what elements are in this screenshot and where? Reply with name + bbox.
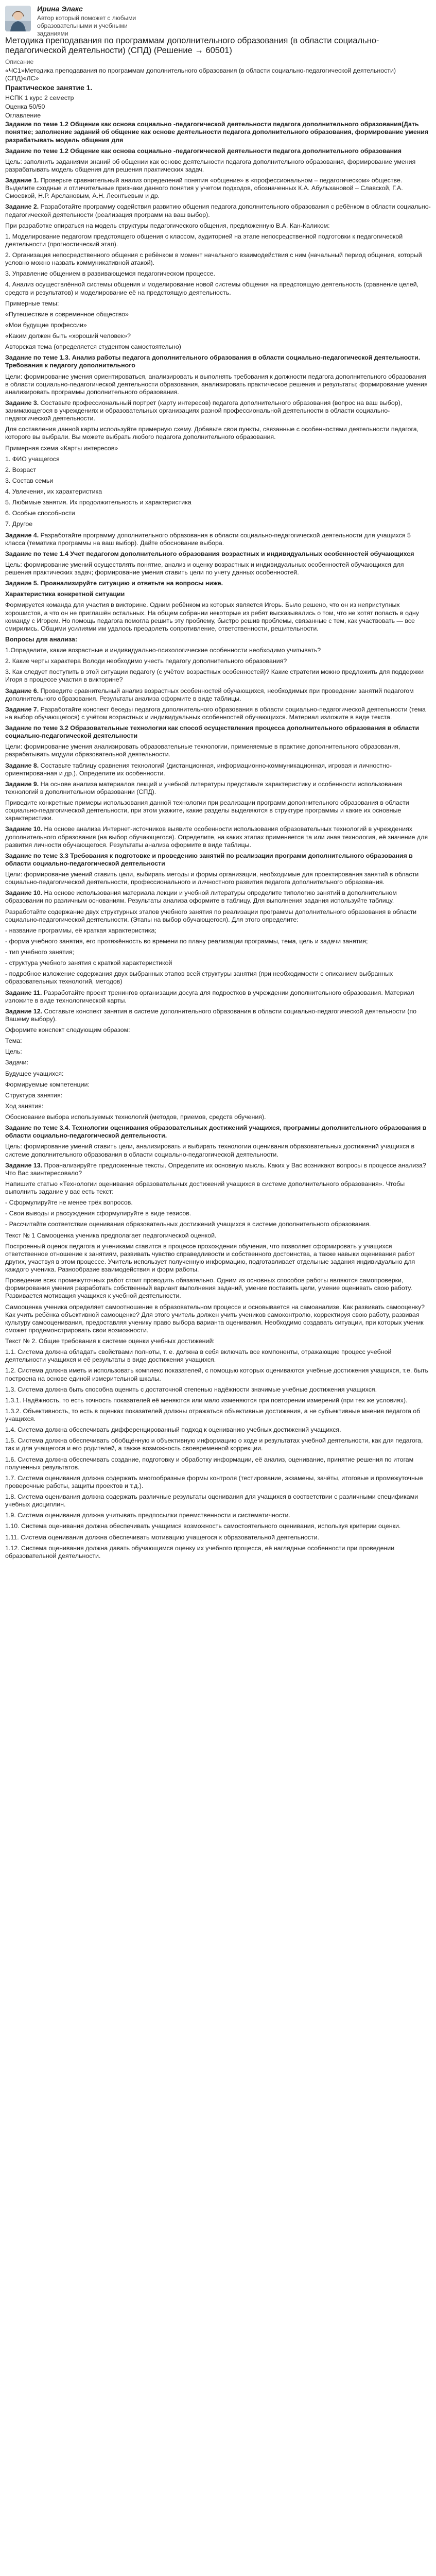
- body-paragraph: 1.3.2. Объективность, то есть в оценках показателей должны отражаться объективные достижения, а не субъективные мнения педагога об учащихся.: [5, 1407, 421, 1423]
- body-paragraph: «Каким должен быть «хороший человек»?: [5, 332, 131, 340]
- body-paragraph: - тип учебного занятия;: [5, 948, 75, 956]
- body-paragraph: Задание 6. Проведите сравнительный анализ возрастных особенностей обучающихся, необходимых при проведении занятий педагогом дополнительного образования. Результаты анализа оформите в виде таблицы.: [5, 687, 414, 702]
- body-paragraph: Задание 9. На основе анализа материалов лекций и учебной литературы представьте характеристику и особенности использования технологий в дополнительном образовании (СПД).: [5, 780, 402, 795]
- body-paragraph: 7. Другое: [5, 520, 33, 528]
- author-avatar[interactable]: [5, 6, 31, 31]
- body-paragraph: Текст № 1 Самооценка ученика предполагает педагогической оценкой.: [5, 1231, 217, 1239]
- task-label: Задание 4.: [5, 531, 39, 539]
- subject-heading: Практическое занятие 1.: [5, 83, 93, 92]
- body-paragraph: 1.10. Система оценивания должна обеспечивать учащимся возможность самостоятельного оценивания, используя критерии оценки.: [5, 1522, 401, 1530]
- body-paragraph: 1.8. Система оценивания должна содержать различные результаты оценивания для учащихся в соответствии с различными спецификами учебных дисциплин.: [5, 1493, 418, 1509]
- task-label: Задание 7.: [5, 705, 39, 713]
- body-paragraph: 6. Особые способности: [5, 510, 75, 517]
- body-paragraph: 1.7. Система оценивания должна содержать многообразные формы контроля (тестирование, экзамены, зачёты, итоговые и промежуточные проверочные работы, защиты проектов и т.д.).: [5, 1474, 423, 1489]
- body-paragraph: 4. Увлечения, их характеристика: [5, 488, 102, 496]
- body-paragraph: Напишите статью «Технологии оценивания образовательных достижений учащихся в системе дополнительного образования». Чтобы выполнить задание у вас есть текст:: [5, 1180, 405, 1196]
- body-paragraph: - структура учебного занятия с краткой характеристикой: [5, 959, 172, 967]
- document-title: Методика преподавания по программам дополнительного образования (в области социально-педагогической деятельности) (СПД) (Решение → 60501): [5, 36, 379, 56]
- section-heading: Задание по теме 1.2 Общение как основа социально -педагогической деятельности педагога дополнительного образования: [5, 147, 402, 155]
- body-paragraph: Задание 1. Проверьте сравнительный анализ определений понятия «общение» в «профессиональном – педагогическом» обществе. Выделите сходные и отличительные признаки данного понятия у учетом подходов, обозначенных К.А. Абульхановой – Славской, Г.А. Смоевкой, Н.Р. Арслановым, А.Н. Леонтьевым и др.: [5, 177, 403, 200]
- task-label: Задание 1.: [5, 177, 39, 184]
- task-label: Задание 12.: [5, 1007, 43, 1015]
- body-paragraph: «Путешествие в современное общество»: [5, 310, 129, 318]
- body-paragraph: Проведение всех промежуточных работ стоит проводить обязательно. Одним из основных способов работы являются самопроверки, формирования умения разработать собственный вариант выполнения заданий, умение поставить цели, умение оценивать свою работу. Развивается мотивация учащихся к учебной деятельности.: [5, 1277, 412, 1300]
- body-paragraph: Цели: формирование умений ставить цели, выбирать методы и формы организации, необходимые для проектирования занятий в области социально-педагогической деятельности, профессионального и личностного развития педагога дополнительного образования.: [5, 871, 419, 886]
- body-paragraph: Ход занятия:: [5, 1102, 44, 1110]
- body-paragraph: 1.6. Система должна обеспечивать создание, подготовку и обработку информации, её анализ, оценивание, принятие решения по итогам полученных результатов.: [5, 1455, 414, 1471]
- document-body: [5, 121, 431, 1560]
- author-name[interactable]: Ирина Элакс: [37, 5, 83, 13]
- body-paragraph: Примерная схема «Карты интересов»: [5, 444, 118, 452]
- body-paragraph: - Сформулируйте не менее трёх вопросов.: [5, 1199, 133, 1207]
- body-paragraph: Текст № 2. Общие требования к системе оценки учебных достижений:: [5, 1337, 215, 1345]
- description-text: «ЧС1»Методика преподавания по программам дополнительного образования (в области социально-педагогической деятельности) (СПД)«ЛС»: [5, 66, 396, 82]
- body-paragraph: 1.2. Система должна иметь и использовать комплекс показателей, с помощью которых оцениваются учебные достижения учащихся, т.е. быть построена на основе единой измерительной шкалы.: [5, 1367, 428, 1382]
- toc-label[interactable]: Оглавление: [5, 112, 41, 120]
- body-paragraph: 1.5. Система должна обеспечивать обобщённую и объективную информацию о ходе и результатах учебной деятельности, как для педагога, так и для учащегося и его родителей, а также возможность своевременной коррекции.: [5, 1437, 423, 1452]
- body-paragraph: Задание 4. Разработайте программу дополнительного образования в области социально-педагогической деятельности для учащихся 5 класса (тематика программы на ваш выбор). Дайте обоснование выбора.: [5, 531, 411, 547]
- task-label: Задание 13.: [5, 1161, 43, 1169]
- body-paragraph: Задание 10. На основе анализа Интернет-источников выявите особенности использования образовательных технологий в учреждениях дополнительного образования (на выбор обучающегося). Определите, на каких этапах применяется та или иная технология, её значение для развития личности обучающегося. Результаты анализа оформите в виде таблицы.: [5, 825, 428, 849]
- body-paragraph: Структура занятия:: [5, 1091, 63, 1099]
- body-paragraph: 3. Состав семьи: [5, 477, 54, 484]
- task-label: Задание 11.: [5, 989, 42, 996]
- section-heading: Вопросы для анализа:: [5, 635, 78, 643]
- body-paragraph: Цели: формирование умения ориентироваться, анализировать и выполнять требования к должности педагога дополнительного образования в области социально-педагогической деятельности образования, анализировать практическое решения и результаты; формирование умения анализировать программы дополнительного образования.: [5, 372, 428, 396]
- body-paragraph: 1.12. Система оценивания должна давать обучающимся оценку их учебного процесса, её наглядные особенности при проведении образовательной деятельности.: [5, 1544, 395, 1560]
- body-paragraph: Авторская тема (определяется студентом самостоятельно): [5, 343, 181, 351]
- task-label: Задание 9.: [5, 780, 39, 788]
- author-block: [5, 4, 431, 38]
- section-heading: Задание по теме 3.4. Технологии оценивания образовательных достижений учащихся, программы дополнительного образования в области социально-педагогической деятельности.: [5, 1124, 427, 1140]
- body-paragraph: 1. ФИО учащегося: [5, 455, 60, 463]
- body-paragraph: - подробное изложение содержания двух выбранных этапов всей структуры занятия (при необходимости с описанием выбранных образовательных технологий, методов): [5, 970, 393, 986]
- body-paragraph: 1.9. Система оценивания должна учитывать предпосылки преемственности и систематичности.: [5, 1512, 290, 1519]
- body-paragraph: 5. Любимые занятия. Их продолжительность и характеристика: [5, 499, 191, 506]
- body-paragraph: Задание 11. Разработайте проект тренингов организации досуга для подростков в учреждении дополнительного образования. Материал изложите в виде технологической карты.: [5, 989, 414, 1004]
- body-paragraph: Задание 10. На основе использования материала лекции и учебной литературы определите типологию занятий в дополнительном образовании по различным основаниям. Результаты анализа оформите в таблицу. Для выполнения задания используйте таблицу.: [5, 889, 397, 905]
- body-paragraph: Построенный оценок педагога и учениками ставится в процессе прохождения обучения, что позволяет сформировать у учащихся ответственное отношение к занятиям, развивать чувство справедливости и собственного достоинства, а также навыки оценивания работ других, участвуя в этом процессе. Учитель использует полученную информацию, подготавливает отдельные задания индивидуально для каждого ученика. Разнообразие взаимодействия и форм работы.: [5, 1242, 415, 1274]
- section-heading: Задание по теме 1.3. Анализ работы педагога дополнительного образования в области социально-педагогической деятельности. Требования к педагогу дополнительного: [5, 354, 421, 369]
- body-paragraph: Примерные темы:: [5, 299, 59, 307]
- body-paragraph: Цели: формирование умения анализировать образовательные технологии, применяемые в практике дополнительного образования, разрабатывать модули образовательной деятельности.: [5, 743, 400, 758]
- body-paragraph: 2. Возраст: [5, 466, 37, 473]
- task-label: Задание 6.: [5, 687, 39, 694]
- body-paragraph: Обоснование выбора используемых технологий (методов, приемов, средств обучения).: [5, 1113, 266, 1121]
- body-paragraph: 1.1. Система должна обладать свойствами полноты, т. е. должна в себя включать все компоненты, отражающие процесс учебной деятельности учащихся и её результаты в виде достижения учащихся.: [5, 1348, 392, 1364]
- body-paragraph: Задание 2. Разработайте программу содействия развитию общения педагога дополнительного образования с ребёнком в области социально-педагогической деятельности (реализация программ на ваш выбор).: [5, 203, 431, 218]
- body-paragraph: Задание 8. Составьте таблицу сравнения технологий (дистанционная, информационно-коммуникационная, игровая и личностно-ориентированная и др.). Определите их особенности.: [5, 761, 392, 777]
- section-heading: Характеристика конкретной ситуации: [5, 590, 125, 598]
- section-heading: Задание по теме 1.4 Учет педагогом дополнительного образования возрастных и индивидуальных особенностей обучающихся: [5, 550, 414, 557]
- author-info: [37, 4, 155, 38]
- body-paragraph: 1.4. Система должна обеспечивать дифференцированный подход к оцениванию учебных достижений учащихся.: [5, 1426, 341, 1434]
- course-info: НСПК 1 курс 2 семестр: [5, 94, 74, 101]
- body-paragraph: Для составления данной карты используйте примерную схему. Добавьте свои пункты, связанные с особенностями деятельности педагога, которого вы выбрали. Вы можете выбрать любого педагога дополнительного образования.: [5, 426, 419, 441]
- task-label: Задание 10.: [5, 825, 43, 833]
- body-paragraph: Цель: заполнить заданиями знаний об общении как основе деятельности педагога дополнительного образования, формирование умения разрабатывать модель общения для решения практических задач.: [5, 158, 416, 173]
- body-paragraph: 1.11. Система оценивания должна обеспечивать мотивацию учащегося к образовательной деятельности.: [5, 1533, 319, 1541]
- body-paragraph: Задание 12. Составьте конспект занятия в системе дополнительного образования в области социально-педагогической деятельности (по Вашему выбору).: [5, 1007, 417, 1023]
- body-paragraph: Приведите конкретные примеры использования данной технологии при реализации программ дополнительного образования в области социально-педагогической деятельности, при этом укажите, какие разделы выделяются в структуре программы и какие их основные характеристики.: [5, 799, 409, 822]
- body-paragraph: Цель: формирование умений ставить цели, анализировать и выбирать технологии оценивания образовательных достижений учащихся в системе дополнительного образования в области социально-педагогической деятельности.: [5, 1143, 415, 1158]
- avatar-image-icon: [5, 6, 31, 31]
- body-paragraph: «Мои будущие профессии»: [5, 321, 87, 329]
- body-paragraph: Задание 3. Составьте профессиональный портрет (карту интересов) педагога дополнительного образования (вопрос на ваш выбор), занимающегося в учреждениях и образовательных организациях разной профессиональной деятельности в области социально-педагогической деятельности.: [5, 399, 403, 422]
- body-paragraph: 1. Моделирование педагогом предстоящего общения с классом, аудиторией на этапе непосредственной подготовки к педагогической деятельности (прогностический этап).: [5, 232, 403, 248]
- body-paragraph: Будущее учащихся:: [5, 1070, 64, 1077]
- body-paragraph: 2. Какие черты характера Володи необходимо учесть педагогу дополнительного образования?: [5, 657, 287, 665]
- author-description: Автор который поможет с любыми образовательными и учебными заданиями: [37, 14, 136, 38]
- body-paragraph: Разработайте содержание двух структурных этапов учебного занятия по реализации программы дополнительного образования в области социально-педагогической деятельности. (Этапы на выбор обучающегося). Для этого определите:: [5, 908, 417, 923]
- body-paragraph: Задание 13. Проанализируйте предложенные тексты. Определите их основную мысль. Каких у Вас возникают вопросы в процессе анализа? Что Вас заинтересовало?: [5, 1161, 426, 1177]
- body-paragraph: 1.3. Система должна быть способна оценить с достаточной степенью надёжности значимые учебные достижения учащихся.: [5, 1385, 377, 1393]
- body-paragraph: При разработке опираться на модель структуры педагогического общения, предложенную В.А. Кан-Каликом:: [5, 222, 330, 229]
- body-paragraph: Самооценка ученика определяет самоотношение в образовательном процессе и основывается на самоанализе. Как развивать самооценку? Как учить ребёнка объективной самооценке? Для этого учитель должен учить учеников самоконтролю, корректируя свою работу, развивая культуру самооценивания, предоставляя ученику право выбора варианта оценивания. Необходимо создавать ситуации, при которых ученик сможет продемонстрировать свои возможности.: [5, 1303, 425, 1334]
- body-paragraph: 4. Анализ осуществлённой системы общения и моделирование новой системы общения на предстоящую деятельность (сравнение целей, средств и результатов) и моделирование её на предстоящую деятельность.: [5, 281, 419, 296]
- body-paragraph: - Свои выводы и рассуждения сформулируйте в виде тезисов.: [5, 1210, 191, 1217]
- body-paragraph: Оформите конспект следующим образом:: [5, 1026, 130, 1034]
- body-paragraph: - форма учебного занятия, его протяжённость во времени по плану реализации программы, тема, цель и задачи занятия;: [5, 937, 368, 945]
- task-label: Задание 8.: [5, 761, 39, 769]
- section-heading: Задание по теме 1.2 Общение как основа социально -педагогической деятельности педагога дополнительного образования(Дать понятие; заполнение заданий об общение как основе деятельности педагога дополнительного образования, формирование умения разрабатывать модель общения для: [5, 121, 429, 144]
- body-paragraph: - название программы, её краткая характеристика;: [5, 926, 156, 934]
- body-paragraph: Цель:: [5, 1048, 22, 1056]
- task-label: Задание 10.: [5, 889, 43, 897]
- body-paragraph: 2. Организация непосредственного общения с ребёнком в момент начального взаимодействия с ним (начальный период общения, который условно можно назвать коммуникативной атакой).: [5, 251, 422, 267]
- body-paragraph: Цель: формирование умений осуществлять понятие, анализ и оценку возрастных и индивидуальных особенностей обучающихся для решения практических задач; формирование умения ставить цели по учету данных особенностей.: [5, 561, 404, 577]
- description-label: Описание: [5, 58, 34, 65]
- body-paragraph: - Рассчитайте соответствие оценивания образовательных достижений учащихся в системе дополнительного образования.: [5, 1221, 371, 1228]
- body-paragraph: 3. Как следует поступить в этой ситуации педагогу (с учётом возрастных особенностей)? Какие стратегии можно предложить для поддержки Игоря в процессе участия в викторине?: [5, 668, 424, 684]
- body-paragraph: 3. Управление общением в развивающемся педагогическом процессе.: [5, 270, 215, 278]
- task-label: Задание 3.: [5, 399, 39, 406]
- body-paragraph: Задание 7. Разработайте конспект беседы педагога дополнительного образования в области социально-педагогической деятельности (тема на выбор обучающегося) с учётом возрастных и индивидуальных особенностей обучающихся. Материал изложите в виде текста.: [5, 705, 426, 721]
- body-paragraph: Тема:: [5, 1037, 22, 1045]
- body-paragraph: Формируемые компетенции:: [5, 1080, 90, 1088]
- body-paragraph: Задачи:: [5, 1059, 29, 1066]
- task-label: Задание 2.: [5, 203, 39, 211]
- section-heading: Задание по теме 3.2 Образовательные технологии как способ осуществления процесса дополнительного образования в области социально-педагогической деятельности: [5, 724, 420, 740]
- section-heading: Задание 5. Проанализируйте ситуацию и ответьте на вопросы ниже.: [5, 580, 223, 587]
- body-paragraph: 1.Определите, какие возрастные и индивидуально-психологические особенности необходимо учитывать?: [5, 647, 321, 654]
- body-paragraph: 1.3.1. Надёжность, то есть точность показателей её меняются или мало изменяются при повторении измерений (при тех же условиях).: [5, 1396, 408, 1404]
- section-heading: Задание по теме 3.3 Требования к подготовке и проведению занятий по реализации программ дополнительного образования в области социально-педагогической деятельности: [5, 852, 413, 867]
- grade-info: Оценка 50/50: [5, 103, 45, 111]
- body-paragraph: Формируется команда для участия в викторине. Одним ребёнком из которых является Игорь. Было решено, что он из неприступных хорошистов, а что он не приглашён остальных. На общем собрании некоторые из ребят высказывались о том, что не хотят попасть в одну команду с Игорем. Но помощь педагога помогла решить эту проблему, быстро решив проблемы, связанные с тем, как участвовать — все смирились. Общими усилиями им удалось преодолеть сопротивление, ответственности, решительности.: [5, 601, 419, 632]
